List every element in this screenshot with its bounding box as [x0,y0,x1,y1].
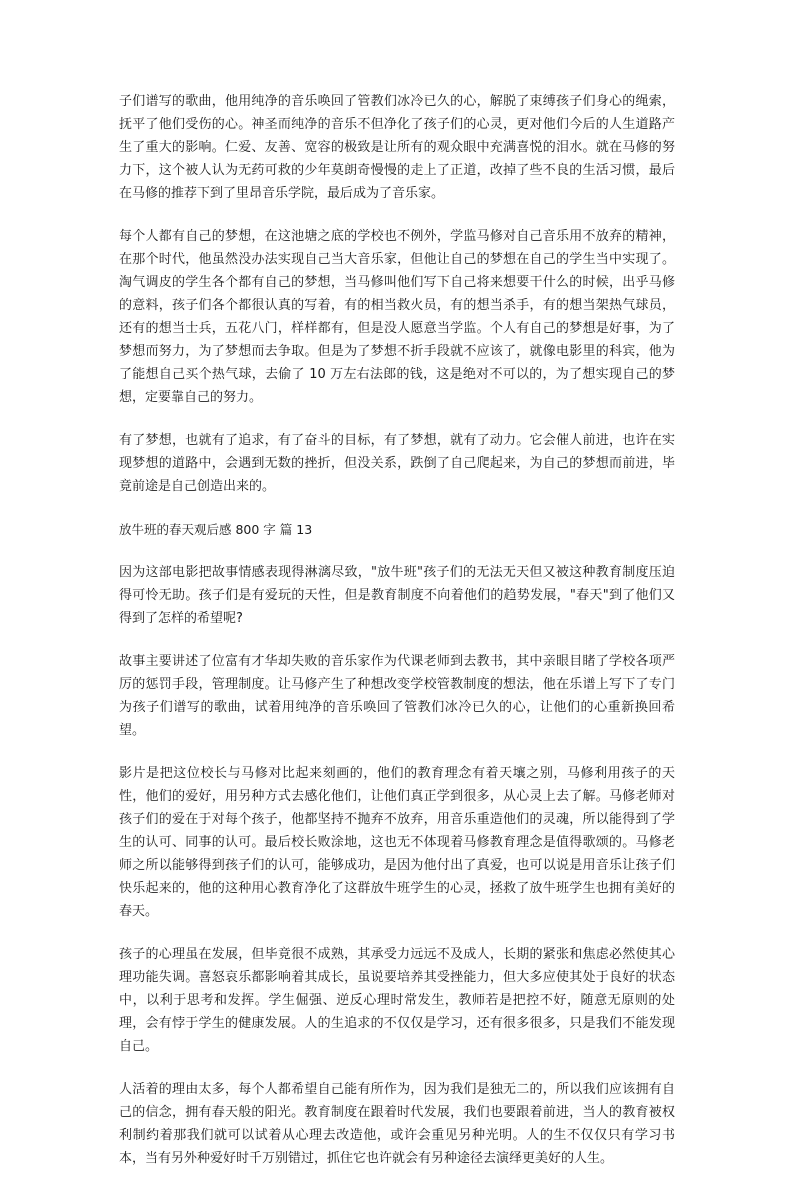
body-paragraph-1: 子们谱写的歌曲，他用纯净的音乐唤回了管教们冰冷已久的心，解脱了束缚孩子们身心的绳索，抚平了他们受伤的心。神圣而纯净的音乐不但净化了孩子们的心灵，更对他们今后的人生道路产生了重大的影响。仁爱、友善、宽容的极致是让所有的观众眼中充满喜悦的泪水。就在马修的努力下，这个被人认为无药可救的少年莫朗奇慢慢的走上了正道，改掉了些不良的生活习惯，最后在马修的推荐下到了里昂音乐学院，最后成为了音乐家。 [119,94,675,201]
section-heading: 放牛班的春天观后感 800 字 篇 13 [119,522,313,537]
body-paragraph-2: 每个人都有自己的梦想，在这池塘之底的学校也不例外，学监马修对自己音乐用不放弃的精神，在那个时代，他虽然没办法实现自己当大音乐家，但他让自己的梦想在自己的学生当中实现了。淘气调皮的学生各个都有自己的梦想，当马修叫他们写下自己将来想要干什么的时候，出乎马修的意料，孩子们各个都很认真的写着，有的相当救火员，有的想当杀手，有的想当架热气球员，还有的想当士兵，五花八门，样样都有，但是没人愿意当学监。个人有自己的梦想是好事，为了梦想而努力，为了梦想而去争取。但是为了梦想不折手段就不应该了，就像电影里的科宾，他为了能想自己买个热气球，去偷了 10 万左右法郎的钱，这是绝对不可以的，为了想实现自己的梦想，定要靠自己的努力。 [119,229,675,405]
body-paragraph-3: 有了梦想，也就有了追求，有了奋斗的目标，有了梦想，就有了动力。它会催人前进，也许在实现梦想的道路中，会遇到无数的挫折，但没关系，跌倒了自己爬起来，为自己的梦想而前进，毕竟前途是自己创造出来的。 [119,433,675,494]
body-paragraph-6: 影片是把这位校长与马修对比起来刻画的，他们的教育理念有着天壤之别，马修利用孩子的天性，他们的爱好，用另种方式去感化他们，让他们真正学到很多，从心灵上去了解。马修老师对孩子们的爱在于对每个孩子，他都坚持不抛弃不放弃，用音乐重造他们的灵魂，所以能得到了学生的认可、同事的认可。最后校长败涂地，这也无不体现着马修教育理念是值得歌颂的。马修老师之所以能够得到孩子们的认可，能够成功，是因为他付出了真爱，也可以说是用音乐让孩子们快乐起来的，他的这种用心教育净化了这群放牛班学生的心灵，拯救了放牛班学生也拥有美好的春天。 [119,766,675,919]
body-paragraph-8: 人活着的理由太多，每个人都希望自己能有所作为，因为我们是独无二的，所以我们应该拥有自己的信念，拥有春天般的阳光。教育制度在跟着时代发展，我们也要跟着前进，当人的教育被权利制约着那我们就可以试着从心理去改造他，或许会重见另种光明。人的生不仅仅只有学习书本，当有另外种爱好时千万别错过，抓住它也许就会有另种途径去演绎更美好的人生。 [119,1082,675,1166]
body-paragraph-4: 因为这部电影把故事情感表现得淋漓尽致，"放牛班"孩子们的无法无天但又被这种教育制度压迫得可怜无助。孩子们是有爱玩的天性，但是教育制度不向着他们的趋势发展，"春天"到了他们又得到了怎样的希望呢? [119,565,675,626]
document-page [119,90,675,1190]
body-paragraph-7: 孩子的心理虽在发展，但毕竟很不成熟，其承受力远远不及成人，长期的紧张和焦虑必然使其心理功能失调。喜怒哀乐都影响着其成长，虽说要培养其受挫能力，但大多应使其处于良好的状态中，以利于思考和发挥。学生倔强、逆反心理时常发生，教师若是把控不好，随意无原则的处理，会有悖于学生的健康发展。人的生追求的不仅仅是学习，还有很多很多，只是我们不能发现自己。 [119,947,675,1054]
body-paragraph-5: 故事主要讲述了位富有才华却失败的音乐家作为代课老师到去教书，其中亲眼目睹了学校各项严厉的惩罚手段，管理制度。让马修产生了种想改变学校管教制度的想法，他在乐谱上写下了专门为孩子们谱写的歌曲，试着用纯净的音乐唤回了管教们冰冷已久的心，让他们的心重新换回希望。 [119,654,675,738]
